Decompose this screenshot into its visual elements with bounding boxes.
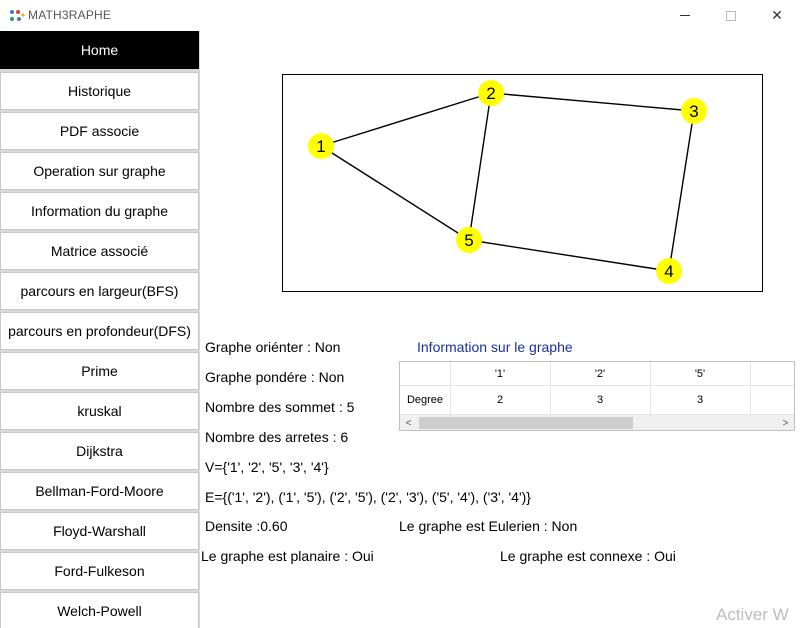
column-header: '5' xyxy=(694,368,706,380)
sidebar-item-label: Ford-Fulkeson xyxy=(54,563,145,579)
scroll-right-icon[interactable]: > xyxy=(782,418,789,429)
sidebar xyxy=(0,31,200,628)
sidebar-item-floyd-warshall[interactable] xyxy=(0,512,199,550)
sidebar-item-label: Floyd-Warshall xyxy=(53,523,146,539)
sidebar-item-label: Information du graphe xyxy=(31,203,168,219)
sidebar-item-kruskal[interactable] xyxy=(0,392,199,430)
sidebar-item-information-du-graphe[interactable] xyxy=(0,192,199,230)
sidebar-item-label: parcours en profondeur(DFS) xyxy=(8,323,191,339)
scrollbar-thumb[interactable] xyxy=(419,417,633,429)
sidebar-item-ford-fulkeson[interactable] xyxy=(0,552,199,590)
table-row xyxy=(400,386,795,414)
close-button[interactable] xyxy=(754,0,800,31)
sidebar-item-home[interactable] xyxy=(0,31,199,69)
sidebar-item-label: Welch-Powell xyxy=(57,603,142,619)
table-header xyxy=(400,362,795,386)
sidebar-item-label: Historique xyxy=(67,83,132,99)
sidebar-item-label: kruskal xyxy=(77,403,122,419)
graph-node-label-1: 1 xyxy=(316,137,326,156)
graph-edge-5-4 xyxy=(469,240,669,271)
sidebar-item-label: Home xyxy=(80,42,119,58)
eulerian-label: Le graphe est Eulerien : Non xyxy=(399,518,578,534)
degree-table[interactable] xyxy=(399,361,795,431)
graph-canvas xyxy=(282,74,763,292)
maximize-button[interactable] xyxy=(708,0,754,31)
edge-set-label: E={('1', '2'), ('1', '5'), ('2', '5'), ('2', '3'), ('5', '4'), ('3', '4')} xyxy=(205,489,531,505)
table-cell: 3 xyxy=(696,394,704,406)
title-bar xyxy=(0,0,801,31)
planar-label: Le graphe est planaire : Oui xyxy=(201,548,374,564)
row-header: Degree xyxy=(406,394,444,406)
graph-edge-1-2 xyxy=(321,93,491,146)
graph-edge-1-5 xyxy=(321,146,469,240)
column-header: '1' xyxy=(494,368,506,380)
edge-count-label: Nombre des arretes : 6 xyxy=(205,429,349,445)
sidebar-item-pdf-associe[interactable] xyxy=(0,112,199,150)
minimize-icon xyxy=(680,15,690,16)
scroll-left-icon[interactable]: < xyxy=(405,418,412,429)
vertex-set-label: V={'1', '2', '5', '3', '4'} xyxy=(205,459,329,475)
maximize-icon xyxy=(726,11,736,21)
sidebar-item-label: Dijkstra xyxy=(76,443,123,459)
minimize-button[interactable] xyxy=(662,0,708,31)
graph-svg xyxy=(283,75,762,291)
sidebar-item-bellman-ford-moore[interactable] xyxy=(0,472,199,510)
vertex-count-label: Nombre des sommet : 5 xyxy=(205,399,355,415)
app-logo-icon xyxy=(9,9,25,23)
sidebar-item-dfs[interactable] xyxy=(0,312,199,350)
sidebar-item-prime[interactable] xyxy=(0,352,199,390)
sidebar-item-label: Operation sur graphe xyxy=(33,163,166,179)
sidebar-item-welch-powell[interactable] xyxy=(0,592,199,628)
sidebar-item-bfs[interactable] xyxy=(0,272,199,310)
sidebar-item-label: parcours en largeur(BFS) xyxy=(20,283,179,299)
table-cell: 3 xyxy=(596,394,604,406)
activation-watermark: Activer W xyxy=(716,605,789,624)
sidebar-item-operation-sur-graphe[interactable] xyxy=(0,152,199,190)
graph-oriented-label: Graphe oriénter : Non xyxy=(205,339,341,355)
info-table-title: Information sur le graphe xyxy=(417,339,573,355)
graph-weighted-label: Graphe pondére : Non xyxy=(205,369,345,385)
sidebar-item-label: Prime xyxy=(81,363,118,379)
sidebar-item-historique[interactable] xyxy=(0,72,199,110)
graph-edge-3-4 xyxy=(669,111,694,271)
density-label: Densite :0.60 xyxy=(205,518,288,534)
graph-node-label-3: 3 xyxy=(689,102,699,121)
graph-node-label-4: 4 xyxy=(664,262,674,281)
sidebar-item-dijkstra[interactable] xyxy=(0,432,199,470)
graph-edge-2-3 xyxy=(491,93,694,111)
horizontal-scrollbar[interactable] xyxy=(400,414,794,431)
graph-node-label-5: 5 xyxy=(464,231,474,250)
table-cell: 2 xyxy=(496,394,504,406)
close-icon: ✕ xyxy=(771,7,783,23)
column-header: '2' xyxy=(594,368,606,380)
window-title: MATH3RAPHE xyxy=(28,8,112,22)
sidebar-item-label: Bellman-Ford-Moore xyxy=(35,483,164,499)
graph-node-label-2: 2 xyxy=(486,84,496,103)
graph-edge-2-5 xyxy=(469,93,491,240)
sidebar-item-label: PDF associe xyxy=(59,123,140,139)
sidebar-item-matrice-associe[interactable] xyxy=(0,232,199,270)
sidebar-item-label: Matrice associé xyxy=(50,243,149,259)
connected-label: Le graphe est connexe : Oui xyxy=(500,548,676,564)
